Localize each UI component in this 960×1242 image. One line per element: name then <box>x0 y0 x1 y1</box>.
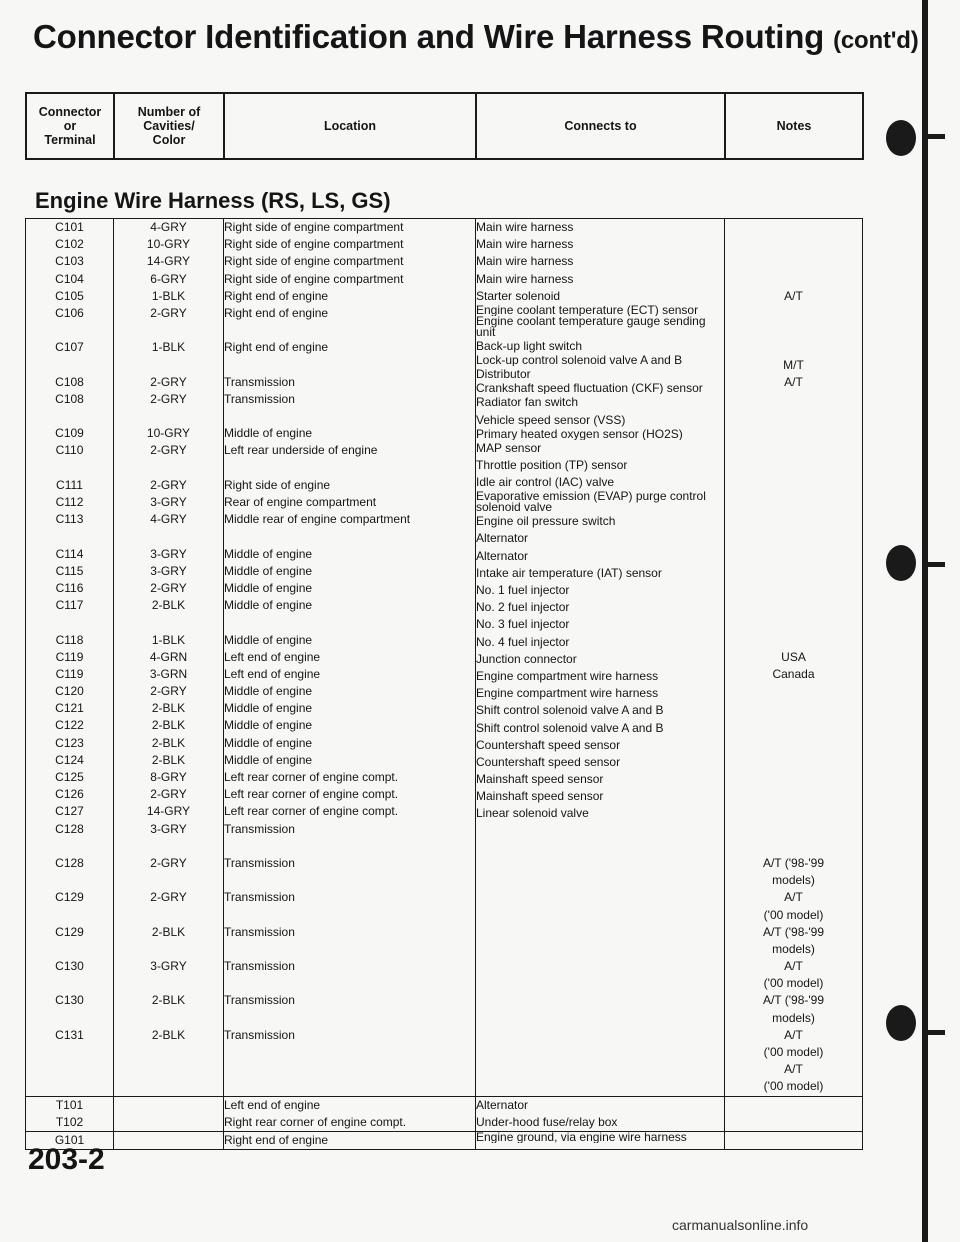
cavities-line: 1-BLK <box>151 288 186 303</box>
location-line: Middle of engine <box>224 546 313 561</box>
cavities-line: 2-BLK <box>151 735 186 750</box>
connects-to-line: Lock-up control solenoid valve A and B <box>476 355 683 367</box>
connects-to-line: Main wire harness <box>476 254 574 269</box>
cavities-line: 3-GRN <box>149 666 188 681</box>
notes-line <box>725 735 862 752</box>
notes-line <box>725 219 862 236</box>
notes-cell <box>725 1131 863 1149</box>
watermark: carmanualsonline.info <box>672 1217 809 1233</box>
location-line <box>224 872 475 889</box>
notes-line <box>725 683 862 700</box>
notes-line <box>725 752 862 769</box>
connector-line: C101 <box>55 220 84 234</box>
cavities-line: 2-GRY <box>150 580 187 595</box>
cavities-line <box>114 872 223 889</box>
connects-to-line: Starter solenoid <box>476 288 561 303</box>
connects-to-line: MAP sensor <box>476 440 542 455</box>
connector-line <box>26 322 113 339</box>
location-line: Middle of engine <box>224 701 313 716</box>
connector-line: C105 <box>55 288 84 303</box>
connects-to-line: Under-hood fuse/relay box <box>476 1114 618 1129</box>
connects-to-line: Distributor <box>476 367 531 382</box>
header-cavities <box>114 93 224 159</box>
connects-to-line: Mainshaft speed sensor <box>476 772 604 787</box>
connects-to-line: Radiator fan switch <box>476 395 579 410</box>
connector-line <box>26 1010 113 1027</box>
notes-line <box>725 494 862 511</box>
binder-edge <box>922 0 928 1242</box>
section-heading: Engine Wire Harness (RS, LS, GS) <box>35 188 391 213</box>
notes-line <box>725 271 862 288</box>
location-line: Right side of engine compartment <box>224 220 404 234</box>
location-line: Transmission <box>224 924 295 939</box>
location-line <box>224 975 475 992</box>
connector-table <box>25 218 863 1150</box>
location-line: Transmission <box>224 890 295 905</box>
connector-line: C124 <box>55 752 84 767</box>
connects-to-line: No. 3 fuel injector <box>476 617 570 632</box>
connector-line: C110 <box>55 443 84 458</box>
notes-line: ('00 model) <box>763 1045 824 1059</box>
notes-line <box>725 597 862 614</box>
connector-line: C107 <box>55 340 84 355</box>
notes-line <box>725 838 862 855</box>
connector-line: C128 <box>55 855 84 870</box>
connector-line: C113 <box>55 512 84 527</box>
connector-cell <box>26 219 114 1097</box>
notes-line <box>725 236 862 253</box>
cavities-line <box>114 941 223 958</box>
page-number: 203-2 <box>28 1143 105 1176</box>
location-line: Rear of engine compartment <box>224 495 377 509</box>
connector-line: T102 <box>55 1114 84 1129</box>
cavities-line: 2-BLK <box>151 924 186 939</box>
notes-line: USA <box>781 649 806 664</box>
connector-line: C115 <box>55 563 84 578</box>
notes-cell <box>725 1096 863 1131</box>
cavities-line: 14-GRY <box>146 254 191 269</box>
notes-line <box>725 614 862 631</box>
location-line <box>224 907 475 924</box>
cavities-line: 2-GRY <box>150 477 187 492</box>
location-line: Right end of engine <box>224 288 329 303</box>
cavities-cell <box>114 219 224 1097</box>
location-line <box>224 941 475 958</box>
header-connector <box>26 93 114 159</box>
location-line <box>224 528 475 545</box>
header-notes <box>725 93 863 159</box>
cavities-line: 1-BLK <box>151 632 186 647</box>
binder-tab-2 <box>927 562 945 567</box>
notes-line <box>725 339 862 356</box>
connects-to-line: Mainshaft speed sensor <box>476 789 604 804</box>
location-line: Middle of engine <box>224 563 313 578</box>
cavities-line <box>114 838 223 855</box>
connector-line: C127 <box>55 804 84 819</box>
cavities-line: 14-GRY <box>146 804 191 819</box>
connector-line: C112 <box>55 495 84 509</box>
connects-to-cell <box>476 1131 725 1149</box>
cavities-line <box>114 907 223 924</box>
notes-line: ('00 model) <box>763 1079 824 1094</box>
connector-line <box>26 838 113 855</box>
connector-line: C122 <box>55 718 84 733</box>
location-line: Right side of engine compartment <box>224 271 404 286</box>
notes-line <box>725 563 862 580</box>
cavities-cell <box>114 1096 224 1131</box>
connector-line: G101 <box>54 1132 85 1147</box>
cavities-line: 2-BLK <box>151 598 186 613</box>
location-line: Left end of engine <box>224 1097 321 1112</box>
cavities-line: 2-BLK <box>151 718 186 733</box>
connects-to-line: Engine oil pressure switch <box>476 514 616 529</box>
connector-line <box>26 528 113 545</box>
connector-line: C125 <box>55 770 84 784</box>
connects-to-line: Evaporative emission (EVAP) purge control solenoid valve <box>476 491 706 514</box>
connector-line: C126 <box>55 787 84 802</box>
location-line: Middle of engine <box>224 598 313 613</box>
connector-line <box>26 408 113 425</box>
location-line <box>224 460 475 477</box>
connector-line <box>26 907 113 924</box>
notes-line: M/T <box>783 357 804 372</box>
notes-line <box>725 425 862 442</box>
cavities-line: 8-GRY <box>150 770 187 784</box>
location-cell <box>224 1096 476 1131</box>
connects-to-line: Countershaft speed sensor <box>476 754 621 769</box>
cavities-line: 2-BLK <box>151 701 186 716</box>
cavities-line: 3-GRY <box>150 821 187 836</box>
header-notes-label: Notes <box>776 119 812 133</box>
connector-line: C106 <box>55 305 84 320</box>
connects-to-line: Linear solenoid valve <box>476 806 589 821</box>
location-line: Middle of engine <box>224 684 313 699</box>
notes-line: models) <box>772 1010 815 1025</box>
connects-to-line: Alternator <box>476 548 529 563</box>
binder-tab-1 <box>927 134 945 139</box>
connector-line: T101 <box>55 1097 84 1112</box>
connector-line: C121 <box>55 701 84 716</box>
cavities-line <box>114 460 223 477</box>
connector-line: C102 <box>55 237 84 252</box>
connector-line: C108 <box>55 374 84 389</box>
connector-line: C119 <box>55 666 84 681</box>
connects-to-line: No. 4 fuel injector <box>476 634 570 649</box>
location-line: Left rear underside of engine <box>224 443 378 458</box>
cavities-line <box>114 614 223 631</box>
notes-line <box>725 460 862 477</box>
notes-line <box>725 528 862 545</box>
connector-line: C129 <box>55 924 84 939</box>
header-connects-to <box>476 93 725 159</box>
location-line <box>224 357 475 374</box>
location-line <box>224 1010 475 1027</box>
cavities-line <box>114 1114 223 1131</box>
cavities-line <box>114 1010 223 1027</box>
notes-line: A/T <box>784 374 803 389</box>
connector-line: C104 <box>55 271 84 286</box>
location-line: Middle of engine <box>224 580 313 595</box>
binder-hole-1 <box>886 120 916 156</box>
connects-to-line: Shift control solenoid valve A and B <box>476 720 664 735</box>
location-line: Right end of engine <box>224 340 329 355</box>
notes-line: A/T <box>784 959 803 974</box>
binder-tab-3 <box>927 1030 945 1035</box>
cavities-line: 1-BLK <box>151 340 186 355</box>
binder-hole-3 <box>886 1005 916 1041</box>
connector-line: C131 <box>55 1027 84 1042</box>
notes-line <box>725 786 862 803</box>
cavities-line: 3-GRY <box>150 959 187 974</box>
cavities-line: 2-GRY <box>150 855 187 870</box>
connects-to-line: Idle air control (IAC) valve <box>476 475 615 490</box>
connector-line: C129 <box>55 890 84 905</box>
notes-line: models) <box>772 873 815 888</box>
block-row <box>26 1096 863 1131</box>
notes-line <box>725 821 862 838</box>
header-location <box>224 93 476 159</box>
connects-to-line: Main wire harness <box>476 271 574 286</box>
location-line: Middle of engine <box>224 752 313 767</box>
header-connects-to-label: Connects to <box>564 119 637 133</box>
location-line: Right end of engine <box>224 1132 329 1147</box>
notes-line: A/T <box>784 288 803 303</box>
cavities-line: 2-GRY <box>150 374 187 389</box>
connector-line: C123 <box>55 735 84 750</box>
header-connector-label: Connector or Terminal <box>38 105 102 147</box>
connector-line <box>26 614 113 631</box>
location-line: Right side of engine compartment <box>224 237 404 252</box>
notes-line <box>725 408 862 425</box>
connects-to-line: Main wire harness <box>476 237 574 252</box>
header-location-label: Location <box>323 119 377 133</box>
cavities-line <box>114 975 223 992</box>
location-line: Left rear corner of engine compt. <box>224 787 399 802</box>
location-line: Middle of engine <box>224 426 313 441</box>
connects-to-line: Main wire harness <box>476 220 574 234</box>
location-line <box>224 408 475 425</box>
location-line <box>224 322 475 339</box>
location-line: Left end of engine <box>224 649 321 664</box>
cavities-line: 2-BLK <box>151 1027 186 1042</box>
connector-line: C119 <box>55 649 84 664</box>
location-line: Transmission <box>224 959 295 974</box>
cavities-line: 2-GRY <box>150 443 187 458</box>
location-line: Middle of engine <box>224 735 313 750</box>
connects-to-cell <box>476 1096 725 1131</box>
cavities-cell <box>114 1131 224 1149</box>
connects-to-line: Vehicle speed sensor (VSS) <box>476 412 626 427</box>
connector-line <box>26 872 113 889</box>
cavities-line: 2-GRY <box>150 890 187 905</box>
connector-line: C116 <box>55 580 84 595</box>
cavities-line: 4-GRY <box>150 220 187 234</box>
notes-line <box>725 477 862 494</box>
connector-line: C114 <box>55 546 84 561</box>
notes-line <box>725 391 862 408</box>
location-line: Transmission <box>224 855 295 870</box>
cavities-line: 3-GRY <box>150 563 187 578</box>
connects-to-line: Engine coolant temperature gauge sending unit <box>476 315 706 338</box>
block-row <box>26 219 863 1097</box>
connects-to-line: Engine compartment wire harness <box>476 668 659 683</box>
connects-to-cell <box>476 219 725 1097</box>
connector-line: C130 <box>55 993 84 1008</box>
notes-line: A/T <box>784 1027 803 1042</box>
cavities-line: 2-BLK <box>151 752 186 767</box>
connector-table-body <box>26 219 863 1150</box>
page-title-text: Connector Identification and Wire Harness Routing <box>33 18 825 55</box>
location-line: Right end of engine <box>224 305 329 320</box>
notes-line: ('00 model) <box>763 976 824 991</box>
cavities-line <box>114 528 223 545</box>
notes-line: Canada <box>772 666 815 681</box>
cavities-line: 3-GRY <box>150 546 187 561</box>
connects-to-line: Primary heated oxygen sensor (HO2S) <box>476 428 683 440</box>
location-line <box>224 614 475 631</box>
connector-line: C108 <box>55 391 84 406</box>
location-line: Transmission <box>224 391 295 406</box>
notes-line <box>725 442 862 459</box>
connector-line: C109 <box>55 426 84 441</box>
connects-to-line: Intake air temperature (IAT) sensor <box>476 565 662 580</box>
notes-line <box>725 546 862 563</box>
connector-line: C130 <box>55 959 84 974</box>
connects-to-line: Shift control solenoid valve A and B <box>476 703 664 718</box>
header-cavities-label: Number of Cavities/ Color <box>137 105 201 147</box>
location-line: Transmission <box>224 993 295 1008</box>
column-header-row <box>26 93 863 159</box>
block-row <box>26 1131 863 1149</box>
notes-line <box>725 580 862 597</box>
connector-line <box>26 975 113 992</box>
connector-line <box>26 941 113 958</box>
location-line <box>224 838 475 855</box>
connects-to-line: Alternator <box>476 1097 529 1112</box>
location-line: Left rear corner of engine compt. <box>224 804 399 819</box>
notes-line: A/T ('98-'99 <box>762 855 825 870</box>
cavities-line: 2-GRY <box>150 391 187 406</box>
cavities-line: 2-BLK <box>151 993 186 1008</box>
cavities-line: 6-GRY <box>150 271 187 286</box>
connects-to-line: Alternator <box>476 531 529 546</box>
location-line: Transmission <box>224 821 295 836</box>
cavities-line <box>114 1097 223 1114</box>
cavities-line: 2-GRY <box>150 787 187 802</box>
notes-line <box>725 769 862 786</box>
notes-line: A/T <box>784 1062 803 1077</box>
connects-to-line: Back-up light switch <box>476 338 583 353</box>
notes-line <box>725 511 862 528</box>
cavities-line: 10-GRY <box>146 426 191 441</box>
notes-line <box>725 717 862 734</box>
connector-line: C120 <box>55 684 84 699</box>
location-line: Left rear corner of engine compt. <box>224 770 399 784</box>
binder-hole-2 <box>886 545 916 581</box>
location-line: Right rear corner of engine compt. <box>224 1114 407 1129</box>
location-line: Middle of engine <box>224 718 313 733</box>
location-cell <box>224 1131 476 1149</box>
connector-line: C117 <box>55 598 84 613</box>
connects-to-line: No. 1 fuel injector <box>476 583 570 597</box>
notes-line: A/T <box>784 890 803 905</box>
location-line: Middle rear of engine compartment <box>224 512 411 527</box>
notes-line <box>725 253 862 270</box>
connects-to-line: Junction connector <box>476 651 577 666</box>
cavities-line: 2-GRY <box>150 684 187 699</box>
location-line: Transmission <box>224 1027 295 1042</box>
notes-line: A/T ('98-'99 <box>762 924 825 939</box>
location-line: Left end of engine <box>224 666 321 681</box>
connects-to-line: Engine compartment wire harness <box>476 686 659 701</box>
connector-line: C111 <box>56 477 83 492</box>
location-line: Transmission <box>224 374 295 389</box>
notes-line: A/T ('98-'99 <box>762 993 825 1008</box>
cavities-line: 4-GRN <box>149 649 188 664</box>
cavities-line <box>114 1132 223 1149</box>
connects-to-line: Engine coolant temperature (ECT) sensor <box>476 304 699 316</box>
cavities-line: 3-GRY <box>150 495 187 509</box>
notes-cell <box>725 219 863 1097</box>
connects-to-line: Crankshaft speed fluctuation (CKF) sensor <box>476 383 703 395</box>
connects-to-line: No. 2 fuel injector <box>476 600 570 615</box>
connector-line <box>26 357 113 374</box>
cavities-line: 4-GRY <box>150 512 187 527</box>
notes-line <box>725 322 862 339</box>
connector-cell <box>26 1096 114 1131</box>
connects-to-line: Countershaft speed sensor <box>476 737 621 752</box>
location-cell <box>224 219 476 1097</box>
page-title <box>33 18 919 56</box>
cavities-line <box>114 408 223 425</box>
page-title-suffix: (cont'd) <box>833 27 919 54</box>
notes-line <box>725 700 862 717</box>
column-header-table <box>25 92 864 160</box>
notes-line <box>725 632 862 649</box>
connector-line <box>26 460 113 477</box>
connector-line: C103 <box>55 254 84 269</box>
notes-line <box>725 305 862 322</box>
cavities-line <box>114 322 223 339</box>
cavities-line: 2-GRY <box>150 305 187 320</box>
connects-to-line: Engine ground, via engine wire harness <box>476 1131 687 1143</box>
connector-line: C128 <box>55 821 84 836</box>
connects-to-line: Throttle position (TP) sensor <box>476 457 628 472</box>
cavities-line: 10-GRY <box>146 237 191 252</box>
location-line: Middle of engine <box>224 632 313 647</box>
connector-line: C118 <box>55 632 84 647</box>
notes-line <box>725 803 862 820</box>
location-line: Right side of engine compartment <box>224 254 404 269</box>
location-line: Right side of engine <box>224 477 331 492</box>
notes-line: ('00 model) <box>763 907 824 922</box>
cavities-line <box>114 357 223 374</box>
notes-line: models) <box>772 941 815 956</box>
